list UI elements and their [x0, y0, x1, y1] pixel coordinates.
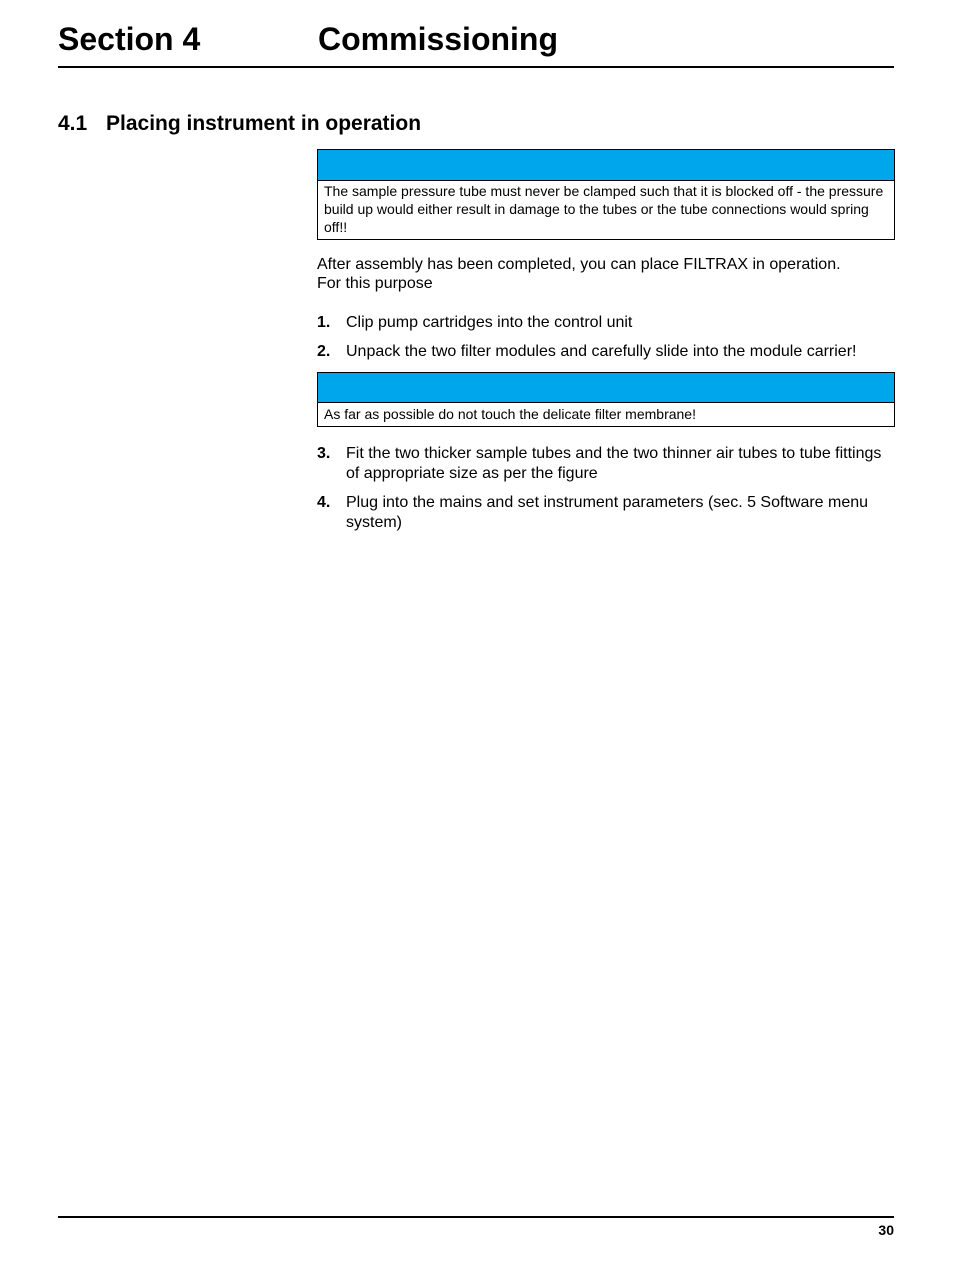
step-item — [317, 342, 897, 362]
intro-line: After assembly has been completed, you can place FILTRAX in operation. — [317, 256, 841, 273]
step-item — [317, 313, 897, 333]
subsection-heading — [58, 111, 421, 137]
notice-text: As far as possible do not touch the delicate filter membrane! — [324, 406, 696, 422]
intro-line: For this purpose — [317, 275, 433, 292]
notice-box-pressure-tube — [317, 149, 895, 240]
step-number: 4. — [317, 494, 331, 511]
step-item — [317, 493, 897, 533]
footer-rule — [58, 1216, 894, 1218]
step-text: Plug into the mains and set instrument parameters (sec. 5 Software menu system) — [346, 494, 869, 531]
step-number: 3. — [317, 445, 331, 462]
notice-header-bar — [318, 150, 894, 181]
notice-header-bar — [318, 373, 894, 403]
step-number: 2. — [317, 343, 331, 360]
step-text: Fit the two thicker sample tubes and the two thinner air tubes to tube fittings of appropriate size as per the figure — [346, 445, 882, 482]
step-text: Unpack the two filter modules and carefully slide into the module carrier! — [346, 343, 857, 360]
subsection-title: Placing instrument in operation — [106, 112, 422, 135]
section-title: Commissioning — [318, 21, 559, 57]
step-text: Clip pump cartridges into the control unit — [346, 314, 633, 331]
notice-text: The sample pressure tube must never be clamped such that it is blocked off - the pressure build up would either result in damage to the tubes or the tube connections would spring off!! — [324, 183, 884, 235]
section-number: Section 4 — [58, 21, 201, 57]
subsection-number: 4.1 — [58, 112, 88, 135]
page-number: 30 — [878, 1222, 894, 1238]
step-item — [317, 444, 897, 484]
notice-box-filter-membrane — [317, 372, 895, 427]
step-number: 1. — [317, 314, 331, 331]
intro-paragraph — [317, 255, 897, 293]
page-header — [58, 18, 894, 68]
